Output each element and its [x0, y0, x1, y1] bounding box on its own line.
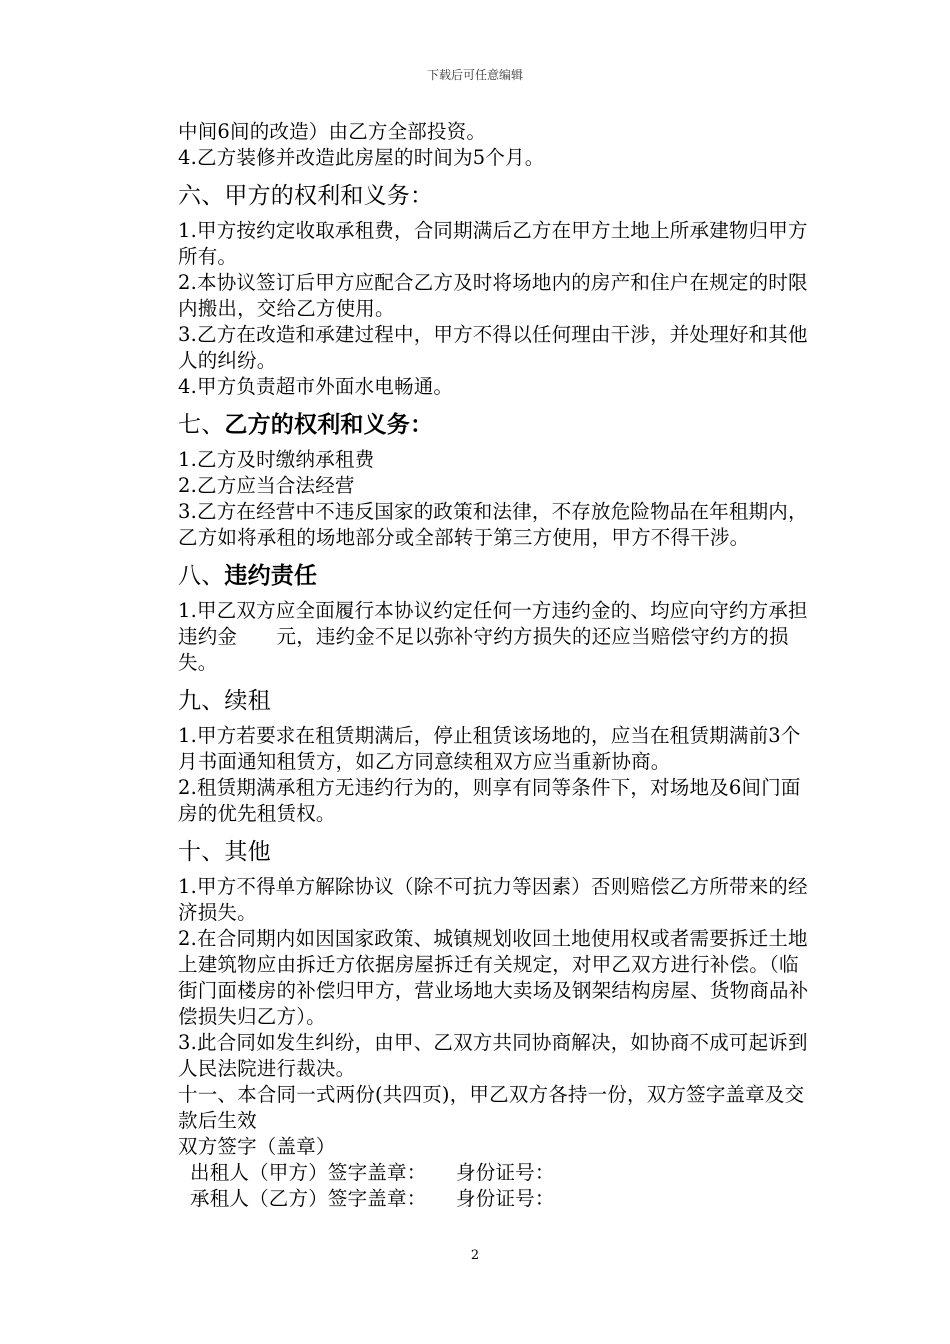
section-10-item-3: 3.此合同如发生纠纷，由甲、乙双方共同协商解决，如协商不成可起诉到人民法院进行裁决。	[178, 1031, 808, 1080]
section-6-item-4: 4.甲方负责超市外面水电畅通。	[178, 375, 454, 398]
section-6-item-2: 2.本协议签订后甲方应配合乙方及时将场地内的房产和住户在规定的时限内搬出，交给乙方使用。	[178, 271, 808, 320]
section-7-item-2: 2.乙方应当合法经营	[178, 474, 355, 497]
section-7-heading: 七、乙方的权利和义务：	[178, 411, 434, 438]
section-10-item-1: 1.甲方不得单方解除协议（除不可抗力等因素）否则赔偿乙方所带来的经济损失。	[178, 875, 808, 924]
section-8-heading: 八、违约责任	[178, 562, 318, 589]
section-6-item-1: 1.甲方按约定收取承租费，合同期满后乙方在甲方土地上所承建物归甲方所有。	[178, 219, 808, 268]
lessor-signature-line: 出租人（甲方）签字盖章： 身份证号：	[190, 1161, 555, 1184]
section-10-item-2: 2.在合同期内如因国家政策、城镇规划收回土地使用权或者需要拆迁土地上建筑物应由拆迁方依据房屋拆迁有关规定，对甲乙双方进行补偿。（临街门面楼房的补偿归甲方，营业场地大卖场及钢架结构房屋、货物商品补偿损失归乙方）。	[178, 927, 809, 1028]
intro-line-1: 中间6间的改造）由乙方全部投资。	[178, 120, 487, 143]
section-10-heading: 十、其他	[178, 839, 271, 865]
section-6-item-3: 3.乙方在改造和承建过程中，甲方不得以任何理由干涉，并处理好和其他人的纠纷。	[178, 323, 808, 372]
page-header: 下载后可任意编辑	[426, 68, 523, 82]
section-8-item-1: 1.甲乙双方应全面履行本协议约定任何一方违约金的、均应向守约方承担违约金 元，违约金不足以弥补守约方损失的还应当赔偿守约方的损失。	[178, 599, 808, 674]
section-7-item-1: 1.乙方及时缴纳承租费	[178, 448, 375, 471]
section-6-heading: 六、甲方的权利和义务：	[178, 183, 434, 209]
page-number: 2	[470, 1248, 480, 1263]
section-9-item-1: 1.甲方若要求在租赁期满后，停止租赁该场地的，应当在租赁期满前3个月书面通知租赁方，如乙方同意续租双方应当重新协商。	[178, 724, 801, 773]
closing-clause: 十一、本合同一式两份(共四页)，甲乙双方各持一份，双方签字盖章及交款后生效	[178, 1083, 805, 1132]
intro-line-2: 4.乙方装修并改造此房屋的时间为5个月。	[178, 146, 545, 169]
section-7-item-3: 3.乙方在经营中不违反国家的政策和法律，不存放危险物品在年租期内，乙方如将承租的场地部分或全部转于第三方使用，甲方不得干涉。	[178, 500, 808, 549]
section-9-heading: 九、续租	[178, 688, 271, 714]
signature-title: 双方签字（盖章）	[178, 1135, 336, 1158]
section-9-item-2: 2.租赁期满承租方无违约行为的，则享有同等条件下，对场地及6间门面房的优先租赁权。	[178, 776, 801, 825]
lessee-signature-line: 承租人（乙方）签字盖章： 身份证号：	[190, 1187, 555, 1210]
document-body	[178, 119, 818, 1212]
